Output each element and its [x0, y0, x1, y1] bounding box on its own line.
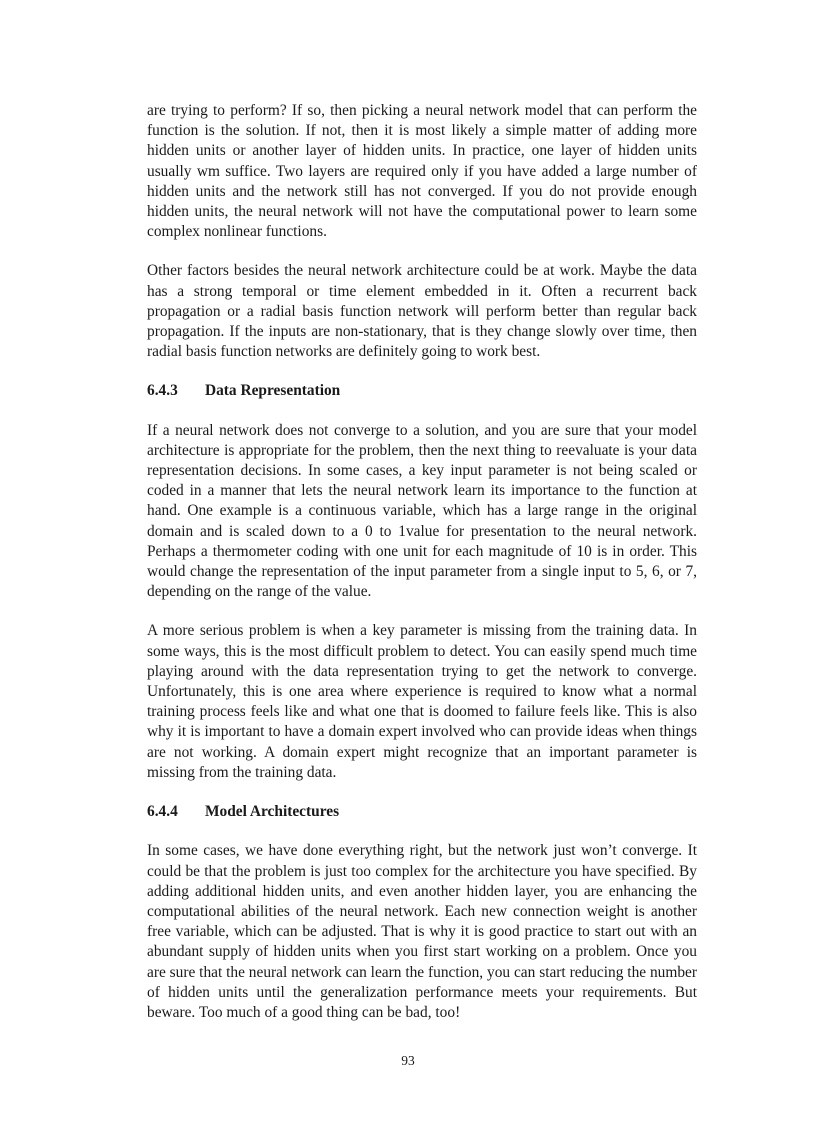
- section-number: 6.4.3: [147, 382, 178, 400]
- section-number: 6.4.4: [147, 803, 178, 821]
- section-title: Model Architectures: [205, 803, 340, 821]
- section-heading-model-architectures: [147, 802, 697, 822]
- paragraph-other-factors: Other factors besides the neural network architecture could be at work. Maybe the data has a strong temporal or time element embedded in it. Often a recurrent back propagation or a radial basis function network will perform better than regular back propagation. If the inputs are non-stationary, that is they change slowly over time, then radial basis function networks are definitely going to work best.: [147, 262, 697, 361]
- paragraph-missing-parameter: A more serious problem is when a key parameter is missing from the training data. In some ways, this is the most difficult problem to detect. You can easily spend much time playing around with the data representation trying to get the network to converge. Unfortunately, this is one area where experience is required to know what a normal training process feels like and what one that is doomed to failure feels like. This is also why it is important to have a domain expert involved who can provide ideas when things are not working. A domain expert might recognize that an important parameter is missing from the training data.: [147, 622, 697, 781]
- page-number: 93: [401, 1053, 415, 1068]
- paragraph-data-representation: If a neural network does not converge to a solution, and you are sure that your model architecture is appropriate for the problem, then the next thing to reevaluate is your data representation decisions. In some cases, a key input parameter is not being scaled or coded in a manner that lets the neural network learn its importance to the function at hand. One example is a continuous variable, which has a large range in the original domain and is scaled down to a 0 to 1value for presentation to the neural network. Perhaps a thermometer coding with one unit for each magnitude of 10 is in order. This would change the representation of the input parameter from a single input to 5, 6, or 7, depending on the range of the value.: [147, 421, 697, 601]
- paragraph-hidden-units: are trying to perform? If so, then picking a neural network model that can perform the function is the solution. If not, then it is most likely a simple matter of adding more hidden units or another layer of hidden units. In practice, one layer of hidden units usually wm suffice. Two layers are required only if you have added a large number of hidden units and the network still has not converged. If you do not provide enough hidden units, the neural network will not have the computational power to learn some complex nonlinear functions.: [147, 102, 697, 241]
- section-title: Data Representation: [205, 382, 341, 400]
- section-heading-data-representation: [147, 381, 697, 401]
- paragraph-model-architectures: In some cases, we have done everything right, but the network just won’t converge. It could be that the problem is just too complex for the architecture you have specified. By adding additional hidden units, and even another hidden layer, you are enhancing the computational abilities of the neural network. Each new connection weight is another free variable, which can be adjusted. That is why it is good practice to start out with an abundant supply of hidden units when you first start working on a problem. Once you are sure that the neural network can learn the function, you can start reducing the number of hidden units until the generalization performance meets your requirements. But beware. Too much of a good thing can be bad, too!: [147, 842, 697, 1021]
- page-body: [147, 101, 697, 1023]
